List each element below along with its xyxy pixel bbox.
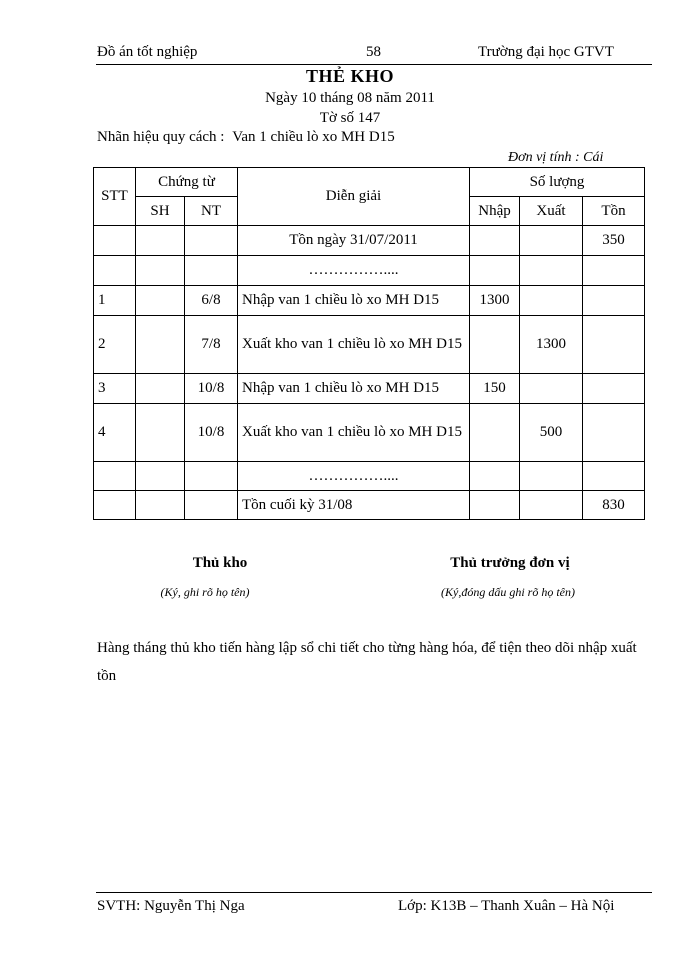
header-ton: Tồn: [583, 197, 645, 226]
cell-sh: [136, 226, 185, 256]
header-stt: STT: [94, 168, 136, 226]
cell-nhap: [470, 404, 520, 462]
cell-xuat: [520, 374, 583, 404]
cell-nhap: [470, 491, 520, 520]
table-row: [94, 256, 645, 286]
cell-ton: 830: [583, 491, 645, 520]
table-row: [94, 316, 645, 374]
cell-dien-giai: Xuất kho van 1 chiều lò xo MH D15: [238, 316, 470, 374]
header-so-luong: Số lượng: [470, 168, 645, 197]
cell-ton: [583, 316, 645, 374]
footer-rule: [96, 892, 652, 893]
signature-right-note: (Ký,đóng dấu ghi rõ họ tên): [441, 585, 575, 599]
cell-dien-giai: ……………....: [238, 462, 470, 491]
cell-nhap: [470, 256, 520, 286]
cell-nt: 10/8: [185, 404, 238, 462]
table-row: [94, 404, 645, 462]
cell-nhap: [470, 226, 520, 256]
header-xuat: Xuất: [520, 197, 583, 226]
cell-dien-giai: Nhập van 1 chiều lò xo MH D15: [238, 286, 470, 316]
table-row: [94, 374, 645, 404]
cell-dien-giai: Xuất kho van 1 chiều lò xo MH D15: [238, 404, 470, 462]
header-dien-giai: Diễn giải: [238, 168, 470, 226]
cell-nhap: [470, 462, 520, 491]
document-date: Ngày 10 tháng 08 năm 2011: [265, 90, 435, 106]
unit-label: Đơn vị tính : Cái: [508, 150, 604, 165]
cell-xuat: [520, 226, 583, 256]
cell-nt: [185, 226, 238, 256]
cell-sh: [136, 491, 185, 520]
cell-nt: 7/8: [185, 316, 238, 374]
cell-stt: [94, 226, 136, 256]
header-chung-tu: Chứng từ: [136, 168, 238, 197]
cell-sh: [136, 462, 185, 491]
signature-right-title: Thủ trưởng đơn vị: [450, 555, 570, 571]
page-number: 58: [366, 44, 381, 60]
cell-nt: 10/8: [185, 374, 238, 404]
header-sh: SH: [136, 197, 185, 226]
cell-nhap: 150: [470, 374, 520, 404]
cell-xuat: [520, 491, 583, 520]
cell-sh: [136, 374, 185, 404]
header-right: Trường đại học GTVT: [478, 44, 614, 60]
cell-ton: [583, 404, 645, 462]
cell-ton: 350: [583, 226, 645, 256]
cell-nhap: [470, 316, 520, 374]
cell-stt: 4: [94, 404, 136, 462]
cell-stt: [94, 256, 136, 286]
spec-value: Van 1 chiều lò xo MH D15: [232, 129, 395, 145]
cell-stt: 3: [94, 374, 136, 404]
body-paragraph: Hàng tháng thủ kho tiến hàng lập sổ chi tiết cho từng hàng hóa, để tiện theo dõi nhập xuất tồn: [97, 640, 637, 684]
cell-stt: 1: [94, 286, 136, 316]
cell-sh: [136, 316, 185, 374]
cell-nt: 6/8: [185, 286, 238, 316]
cell-xuat: [520, 462, 583, 491]
signature-left-title: Thủ kho: [192, 555, 248, 571]
cell-dien-giai: ……………....: [238, 256, 470, 286]
table-row: [94, 226, 645, 256]
table-row: [94, 286, 645, 316]
cell-stt: 2: [94, 316, 136, 374]
stock-card-table: [93, 167, 645, 520]
header-rule: [96, 64, 652, 65]
cell-xuat: 1300: [520, 316, 583, 374]
sheet-number: Tờ số 147: [319, 110, 381, 126]
header-nhap: Nhập: [470, 197, 520, 226]
cell-sh: [136, 256, 185, 286]
footer-right: Lớp: K13B – Thanh Xuân – Hà Nội: [398, 898, 615, 914]
table-row: [94, 462, 645, 491]
spec-label: Nhãn hiệu quy cách :: [97, 129, 225, 145]
cell-sh: [136, 286, 185, 316]
footer-left: SVTH: Nguyễn Thị Nga: [97, 898, 245, 914]
table-row: [94, 491, 645, 520]
header-left: Đồ án tốt nghiệp: [97, 44, 198, 60]
cell-nt: [185, 491, 238, 520]
cell-xuat: [520, 286, 583, 316]
cell-ton: [583, 462, 645, 491]
cell-ton: [583, 256, 645, 286]
cell-nhap: 1300: [470, 286, 520, 316]
cell-dien-giai: Tồn ngày 31/07/2011: [238, 226, 470, 256]
cell-nt: [185, 256, 238, 286]
cell-ton: [583, 286, 645, 316]
cell-nt: [185, 462, 238, 491]
cell-dien-giai: Nhập van 1 chiều lò xo MH D15: [238, 374, 470, 404]
cell-ton: [583, 374, 645, 404]
cell-stt: [94, 462, 136, 491]
cell-xuat: [520, 256, 583, 286]
header-nt: NT: [185, 197, 238, 226]
document-title: THẺ KHO: [305, 66, 394, 86]
signature-left-note: (Ký, ghi rõ họ tên): [160, 585, 250, 599]
cell-sh: [136, 404, 185, 462]
cell-dien-giai: Tồn cuối kỳ 31/08: [238, 491, 470, 520]
cell-xuat: 500: [520, 404, 583, 462]
cell-stt: [94, 491, 136, 520]
spec-line: [97, 129, 395, 146]
